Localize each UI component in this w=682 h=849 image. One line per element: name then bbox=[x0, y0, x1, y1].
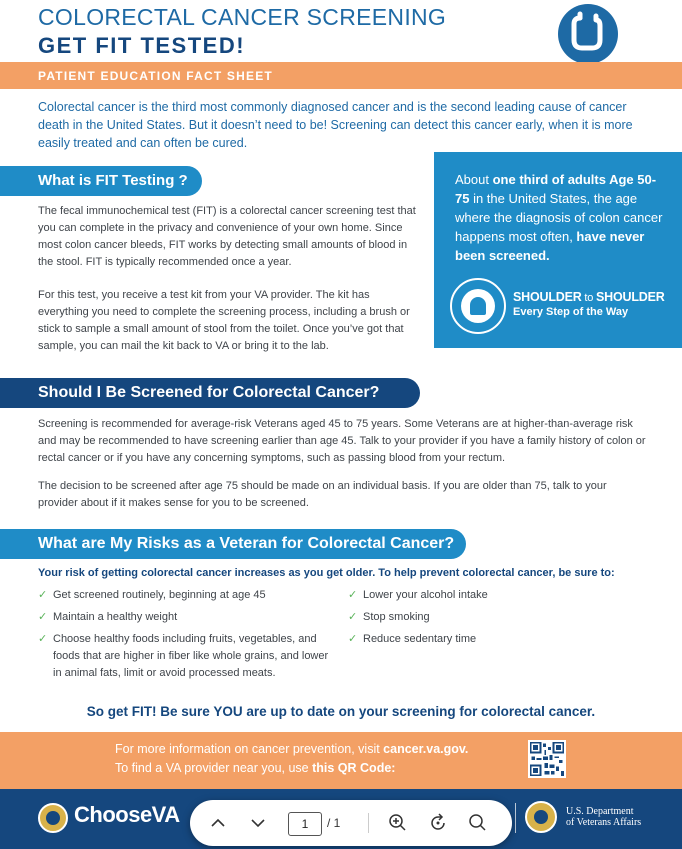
next-page-button[interactable] bbox=[246, 811, 270, 835]
va-department-name: U.S. Department of Veterans Affairs bbox=[566, 806, 642, 828]
subtitle-band bbox=[0, 62, 682, 89]
search-button[interactable] bbox=[466, 811, 490, 835]
screening-paragraph-2: The decision to be screened after age 75 should be made on an individual basis. If you are older than 75, talk to your provider about if it makes sense for you to be screened. bbox=[38, 480, 607, 509]
list-item: ✓ Reduce sedentary time bbox=[348, 631, 568, 648]
risk-list-right bbox=[348, 587, 568, 653]
zoom-in-icon bbox=[386, 811, 410, 835]
logo-title: SHOULDER to SHOULDER bbox=[513, 290, 665, 304]
checkmark-icon: ✓ bbox=[38, 589, 48, 601]
footer-line-2: To find a VA provider near you, use this QR Code: bbox=[115, 761, 396, 775]
checkmark-icon: ✓ bbox=[38, 611, 48, 623]
risks-heading: What are My Risks as a Veteran for Colorectal Cancer? bbox=[0, 529, 466, 559]
qr-code-icon[interactable] bbox=[528, 740, 566, 778]
fit-paragraph-2: For this test, you receive a test kit from your VA provider. The kit has everything you need to complete the screening process, including a brush or stick to sample a small amount of stool from the toilet. Once you’ve got that sample, you can mail the kit back to VA or bring it to the lab. bbox=[38, 289, 410, 352]
statistic-text: About one third of adults Age 50-75 in the United States, the age where the diagnosis of colon cancer happens most often, have never been screened. bbox=[455, 172, 663, 263]
subtitle: PATIENT EDUCATION FACT SHEET bbox=[38, 69, 273, 83]
checkmark-icon: ✓ bbox=[348, 589, 358, 601]
list-item: ✓ Choose healthy foods including fruits, vegetables, and foods that are higher in fiber like whole grains, and lower in animal fats, limit or avoid processed meats. bbox=[38, 633, 329, 679]
chevron-up-icon bbox=[206, 811, 230, 835]
call-to-action: So get FIT! Be sure YOU are up to date on your screening for colorectal cancer. bbox=[86, 704, 596, 719]
intro-paragraph: Colorectal cancer is the third most commonly diagnosed cancer and is the second leading cause of cancer death in the United States. But it doesn’t need to be! Screening can detect this cancer early, when it is more easily treated and can often be cured. bbox=[38, 100, 633, 150]
list-item: ✓ Stop smoking bbox=[348, 609, 568, 626]
screening-paragraph-1: Screening is recommended for average-risk Veterans aged 45 to 75 years. Some Veterans are at higher-than-average risk and may be recommended to have screening earlier than age 45. Talk to your provider if you have a family history of colon or rectal cancer or if you have any concerning symptoms, such as passing blood from your rectum. bbox=[38, 418, 646, 464]
choose-va-logo: ChooseVA bbox=[74, 802, 180, 827]
previous-page-button[interactable] bbox=[206, 811, 230, 835]
zoom-in-button[interactable] bbox=[386, 811, 410, 835]
list-item: ✓ Lower your alcohol intake bbox=[348, 587, 568, 604]
footer-line-1: For more information on cancer prevention, visit cancer.va.gov. bbox=[115, 742, 469, 756]
colon-icon bbox=[558, 4, 618, 64]
divider bbox=[515, 803, 516, 833]
cancer-va-link[interactable]: cancer.va.gov. bbox=[383, 742, 469, 756]
statistic-callout bbox=[434, 152, 682, 348]
page-number-input[interactable] bbox=[288, 812, 322, 836]
rotate-button[interactable] bbox=[426, 811, 450, 835]
chevron-down-icon bbox=[246, 811, 270, 835]
fit-heading: What is FIT Testing ? bbox=[0, 166, 202, 196]
list-item: ✓ Maintain a healthy weight bbox=[38, 609, 338, 626]
rotate-icon bbox=[426, 811, 450, 835]
checkmark-icon: ✓ bbox=[38, 633, 48, 645]
risks-intro: Your risk of getting colorectal cancer increases as you get older. To help prevent colorectal cancer, be sure to: bbox=[38, 567, 615, 579]
shoulder-to-shoulder-logo-icon bbox=[450, 278, 506, 334]
search-icon bbox=[466, 811, 490, 835]
risk-list-left bbox=[38, 587, 338, 687]
fit-paragraph-1: The fecal immunochemical test (FIT) is a colorectal cancer screening test that you can complete in the privacy and convenience of your own home. Since most colon cancer bleeds, FIT works by detecting small amounts of blood in the stool. FIT is typically recommended once a year. bbox=[38, 205, 416, 268]
screening-heading: Should I Be Screened for Colorectal Cancer? bbox=[0, 378, 420, 408]
list-item: ✓ Get screened routinely, beginning at age 45 bbox=[38, 587, 338, 604]
logo-subtitle: Every Step of the Way bbox=[513, 306, 629, 318]
checkmark-icon: ✓ bbox=[348, 633, 358, 645]
toolbar-divider bbox=[368, 813, 369, 833]
pdf-toolbar bbox=[190, 800, 512, 846]
page-total: / 1 bbox=[327, 816, 341, 830]
checkmark-icon: ✓ bbox=[348, 611, 358, 623]
va-seal-icon bbox=[38, 803, 68, 833]
title-line-1: COLORECTAL CANCER SCREENING bbox=[38, 4, 447, 30]
footer-info-band bbox=[0, 732, 682, 789]
title-line-2: GET FIT TESTED! bbox=[38, 33, 246, 58]
va-seal-icon bbox=[525, 801, 557, 833]
